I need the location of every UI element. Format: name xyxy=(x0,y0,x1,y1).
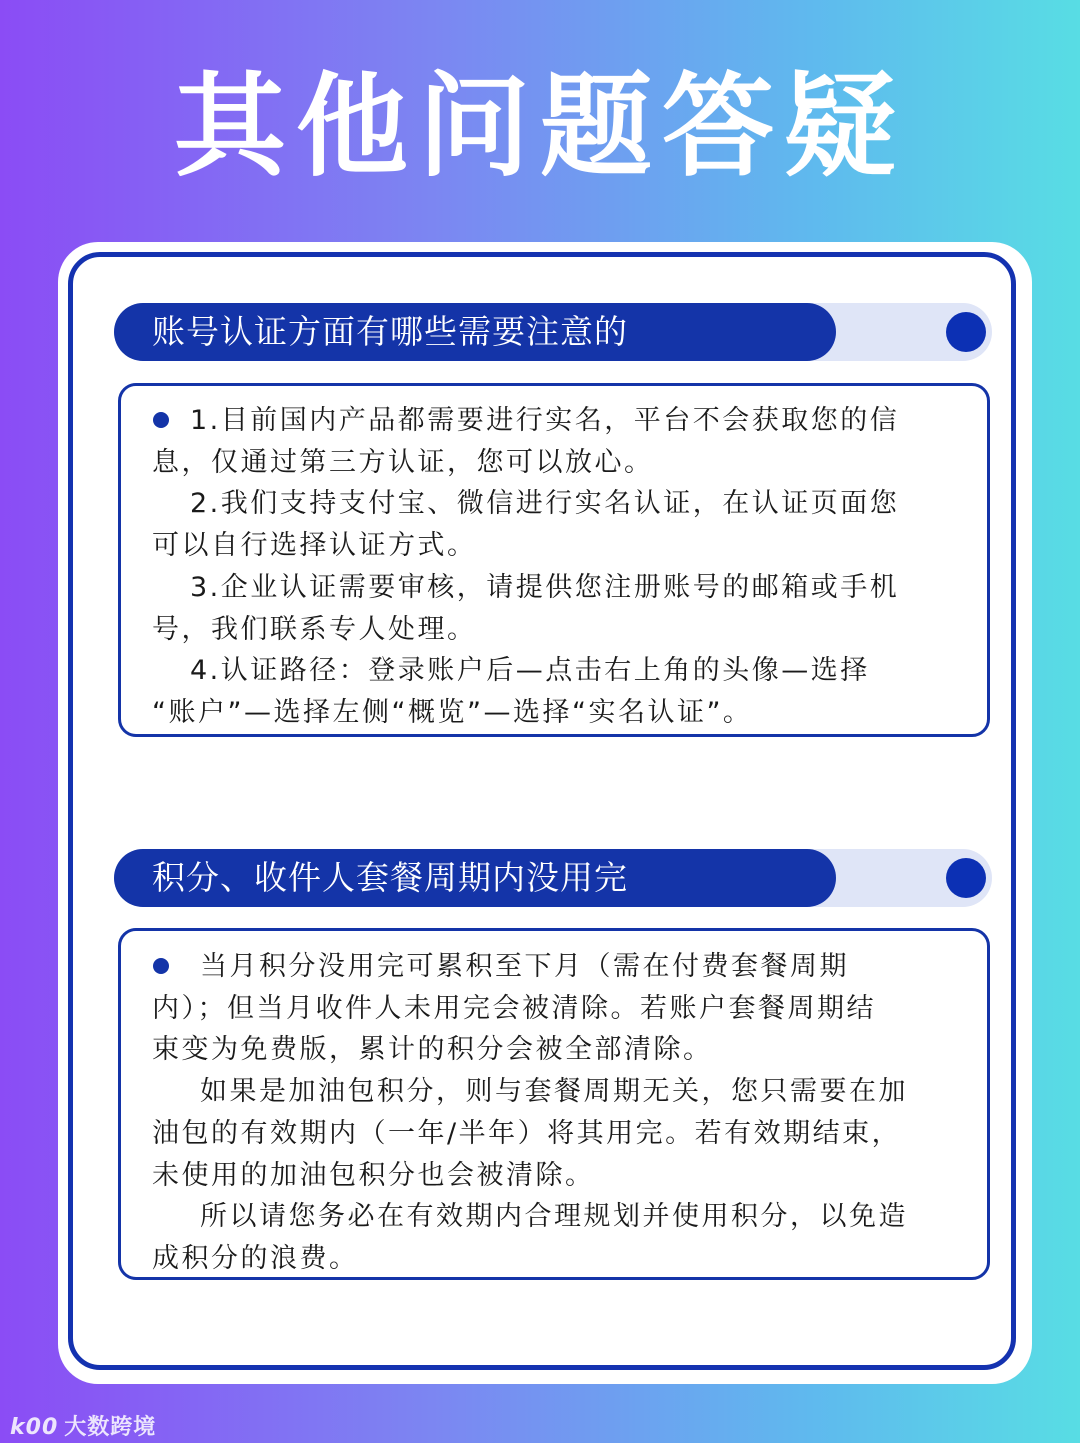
section-2-line-1: 当月积分没用完可累积至下月（需在付费套餐周期 xyxy=(200,951,849,982)
section-2-heading: 积分、收件人套餐周期内没用完 xyxy=(114,849,836,907)
page-title: 其他问题答疑 xyxy=(174,62,906,192)
section-1-line-8: “账户”—选择左侧“概览”—选择“实名认证”。 xyxy=(152,696,753,728)
section-1-line-2: 息，仅通过第三方认证，您可以放心。 xyxy=(152,446,654,478)
section-1-line-5: 3.企业认证需要审核，请提供您注册账号的邮箱或手机 xyxy=(190,571,900,603)
section-2-line-4: 如果是加油包积分，则与套餐周期无关，您只需要在加 xyxy=(200,1076,908,1108)
section-1-dot-icon xyxy=(946,312,986,352)
section-1-body xyxy=(152,400,962,734)
section-1-line-4: 可以自行选择认证方式。 xyxy=(152,530,477,562)
section-2-line-6: 未使用的加油包积分也会被清除。 xyxy=(152,1159,595,1191)
section-2-line-8: 成积分的浪费。 xyxy=(152,1242,359,1274)
watermark-logo-icon: k00 xyxy=(10,1415,59,1440)
section-2-body xyxy=(152,946,962,1280)
section-1-heading: 账号认证方面有哪些需要注意的 xyxy=(114,303,836,361)
section-1-line-1: 1.目前国内产品都需要进行实名，平台不会获取您的信 xyxy=(190,405,900,436)
section-1-line-7: 4.认证路径：登录账户后—点击右上角的头像—选择 xyxy=(190,655,870,687)
watermark xyxy=(10,1410,156,1441)
section-2-line-2: 内）；但当月收件人未用完会被清除。若账户套餐周期结 xyxy=(152,992,876,1024)
section-1-line-6: 号，我们联系专人处理。 xyxy=(152,613,477,645)
section-2-line-7: 所以请您务必在有效期内合理规划并使用积分，以免造 xyxy=(200,1201,908,1233)
section-2-dot-icon xyxy=(946,858,986,898)
watermark-text: 大数跨境 xyxy=(64,1415,157,1440)
section-2-line-5: 油包的有效期内（一年/半年）将其用完。若有效期结束， xyxy=(152,1117,902,1149)
section-1-line-3: 2.我们支持支付宝、微信进行实名认证，在认证页面您 xyxy=(190,488,900,520)
section-2-line-3: 束变为免费版，累计的积分会被全部清除。 xyxy=(152,1034,713,1066)
